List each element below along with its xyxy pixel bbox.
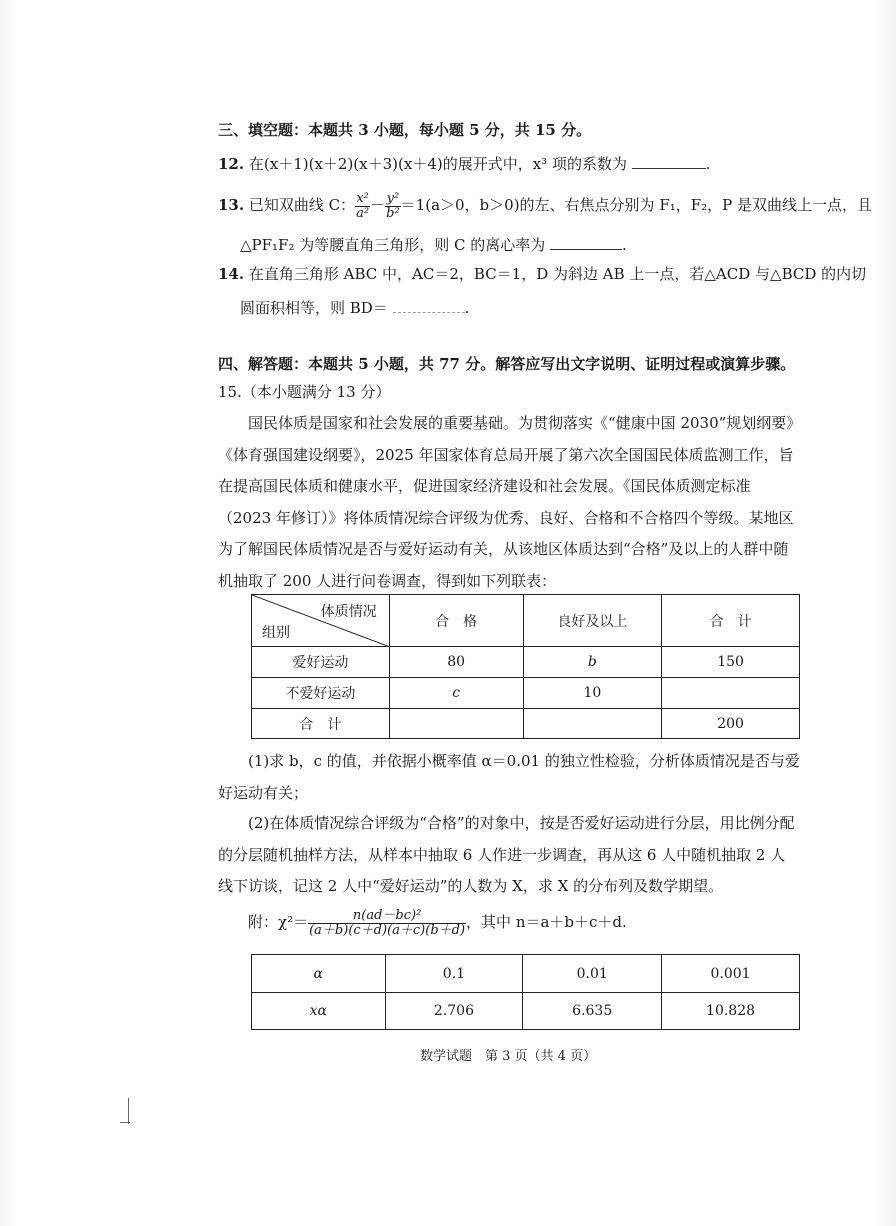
question-15-part1: (1)求 b，c 的值，并依据小概率值 α＝0.01 的独立性检验，分析体质情况是否与爱好运动有关； bbox=[218, 752, 800, 802]
diag-bottom-label: 组别 bbox=[262, 625, 290, 641]
table-header-cell: 良好及以上 bbox=[523, 595, 662, 647]
critical-value-table bbox=[251, 954, 800, 1030]
diag-top-label: 体质情况 bbox=[320, 604, 377, 620]
fraction-y2-b2: $\frac{\text{y²}}{\text{b²}}$ bbox=[386, 190, 400, 221]
table-row bbox=[252, 955, 800, 993]
table-header-cell: 合 计 bbox=[662, 595, 800, 647]
table-cell: α bbox=[252, 955, 386, 993]
contingency-table bbox=[251, 594, 800, 739]
question-13-line2: △PF₁F₂ 为等腰直角三角形，则 C 的离心率为 . bbox=[240, 236, 627, 254]
page-footer: 数学试题 第 3 页（共 4 页） bbox=[420, 1049, 597, 1064]
chi-square-fraction: $\frac{\text{n(ad－bc)²}}{(a+b)(c+d)(a+c)(b+d)}$ bbox=[309, 907, 466, 938]
table-cell bbox=[523, 709, 662, 739]
table-cell: 爱好运动 bbox=[252, 647, 390, 678]
question-12: 12. 在(x＋1)(x＋2)(x＋3)(x＋4)的展开式中，x³ 项的系数为 . bbox=[218, 155, 711, 173]
table-header-cell: 合 格 bbox=[389, 595, 523, 647]
table-header-row bbox=[252, 595, 800, 647]
table-cell bbox=[662, 678, 800, 709]
section3-header: 三、填空题：本题共 3 小题，每小题 5 分，共 15 分。 bbox=[218, 121, 592, 139]
answer-blank[interactable] bbox=[550, 235, 622, 250]
question-15-part2: (2)在体质情况综合评级为“合格”的对象中，按是否爱好运动进行分层，用比例分配的分层随机抽样方法，从样本中抽取 6 人作进一步调查，再从这 6 人中随机抽取 2 人线下访谈，记这 2 人中“爱好运动”的人数为 X，求 X 的分布列及数学期望。 bbox=[218, 814, 795, 895]
table-cell: 150 bbox=[662, 647, 800, 678]
table-cell: 不爱好运动 bbox=[252, 678, 390, 709]
table-cell: 0.001 bbox=[662, 955, 800, 993]
table-cell bbox=[389, 709, 523, 739]
question-text: 在(x＋1)(x＋2)(x＋3)(x＋4)的展开式中，x³ 项的系数为 bbox=[248, 155, 627, 173]
answer-blank[interactable] bbox=[393, 298, 465, 313]
table-cell: 10.828 bbox=[662, 993, 800, 1030]
fraction-x2-a2: $\frac{\text{x²}}{\text{a²}}$ bbox=[356, 190, 370, 221]
table-row bbox=[252, 709, 800, 739]
table-cell: 10 bbox=[523, 678, 662, 709]
section4-header: 四、解答题：本题共 5 小题，共 77 分。解答应写出文字说明、证明过程或演算步骤。 bbox=[218, 355, 796, 373]
question-number: 14. bbox=[218, 265, 245, 283]
table-cell: 0.01 bbox=[523, 955, 662, 993]
scan-mark bbox=[120, 1122, 130, 1123]
question-number: 13. bbox=[218, 196, 245, 214]
question-14-line2: 圆面积相等，则 BD＝ . bbox=[240, 299, 470, 317]
table-cell: b bbox=[523, 647, 662, 678]
question-number: 12. bbox=[218, 155, 245, 173]
table-cell: c bbox=[389, 678, 523, 709]
table-cell: xα bbox=[252, 993, 386, 1030]
question-15-intro: 国民体质是国家和社会发展的重要基础。为贯彻落实《“健康中国 2030”规划纲要》《体育强国建设纲要》，2025 年国家体育总局开展了第六次全国国民体质监测工作，旨在提高国民体质和健康水平，促进国家经济建设和社会发展。《国民体质测定标准（2023 年修订）》将体质情况综合评级为优秀、良好、合格和不合格四个等级。某地区为了解国民体质情况是否与爱好运动有关，从该地区体质达到“合格”及以上的人群中随机抽取了 200 人进行问卷调查，得到如下列联表： bbox=[218, 414, 794, 590]
table-cell: 6.635 bbox=[523, 993, 662, 1030]
answer-blank[interactable] bbox=[632, 154, 706, 169]
diagonal-header-cell bbox=[252, 595, 390, 647]
table-cell: 80 bbox=[389, 647, 523, 678]
table-row bbox=[252, 678, 800, 709]
table-cell: 0.1 bbox=[385, 955, 523, 993]
question-14-line1: 14. 在直角三角形 ABC 中，AC＝2，BC＝1，D 为斜边 AB 上一点，若△ACD 与△BCD 的内切 bbox=[218, 265, 867, 283]
table-cell: 合 计 bbox=[252, 709, 390, 739]
chi-square-formula: 附：χ²＝ $\frac{\text{n(ad－bc)²}}{(a+b)(c+d)(a+c)(b+d)}$ ，其中 n＝a＋b＋c＋d. bbox=[248, 907, 627, 938]
question-13-line1: 13. 已知双曲线 C： $\frac{\text{x²}}{\text{a²}}$ － $\frac{\text{y²}}{\text{b²}}$ ＝1(a＞0，b＞0)的左、右焦点分别为 F₁，F₂，P 是双曲线上一点，且 bbox=[218, 190, 873, 221]
scan-mark bbox=[128, 1098, 129, 1124]
table-cell: 2.706 bbox=[385, 993, 523, 1030]
table-row bbox=[252, 647, 800, 678]
table-cell: 200 bbox=[662, 709, 800, 739]
question-15-title: 15.（本小题满分 13 分） bbox=[218, 383, 391, 401]
table-row bbox=[252, 993, 800, 1030]
